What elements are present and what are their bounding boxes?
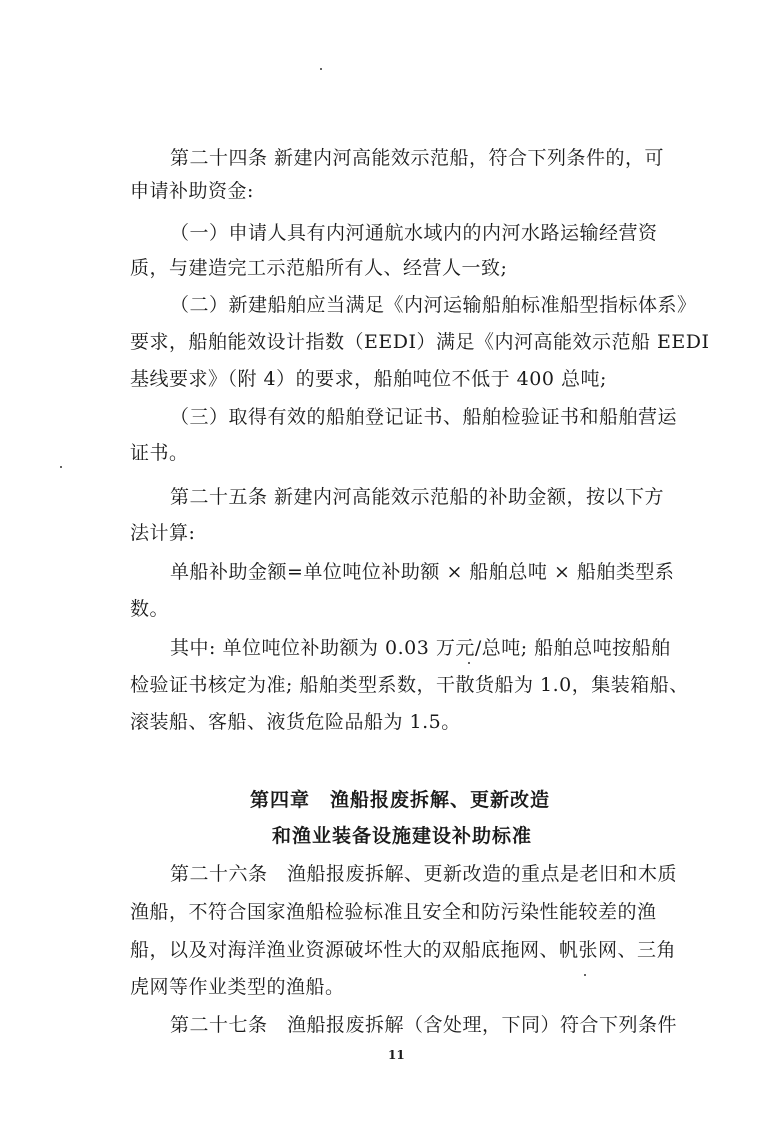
article25-formula-line2: 数。 (130, 598, 170, 620)
scan-speck (320, 68, 322, 70)
article24-item1-line1: （一）申请人具有内河通航水域内的内河水路运输经营资 (170, 222, 658, 244)
page-number: 11 (388, 1048, 405, 1062)
article24-item2-line2: 要求，船舶能效设计指数（EEDI）满足《内河高能效示范船 EEDI (130, 331, 710, 353)
article25-line1: 第二十五条 新建内河高能效示范船的补助金额，按以下方 (170, 486, 665, 508)
article24-item2-line1: （二）新建船舶应当满足《内河运输船舶标准船型指标体系》 (170, 294, 697, 316)
article24-item2-line3: 基线要求》（附 4）的要求，船舶吨位不低于 400 总吨; (130, 368, 607, 390)
article24-item1-line2: 质，与建造完工示范船所有人、经营人一致; (130, 257, 508, 279)
scan-speck (584, 974, 586, 976)
article27-line1: 第二十七条 渔船报废拆解（含处理，下同）符合下列条件 (170, 1014, 678, 1036)
article25-note-line3: 滚装船、客船、液货危险品船为 1.5。 (130, 711, 461, 733)
scan-speck (60, 466, 62, 468)
article24-line2: 申请补助资金: (130, 180, 254, 202)
article25-line2: 法计算: (130, 522, 196, 544)
article26-line1: 第二十六条 渔船报废拆解、更新改造的重点是老旧和木质 (170, 863, 678, 885)
article26-line4: 虎网等作业类型的渔船。 (130, 976, 345, 998)
article24-item3-line2: 证书。 (130, 442, 189, 464)
scan-speck (468, 662, 470, 664)
article26-line2: 渔船，不符合国家渔船检验标准且安全和防污染性能较差的渔 (130, 901, 657, 923)
article24-item3-line1: （三）取得有效的船舶登记证书、船舶检验证书和船舶营运 (170, 406, 678, 428)
chapter4-title-line1: 第四章 渔船报废拆解、更新改造 (250, 789, 551, 811)
article25-note-line1: 其中: 单位吨位补助额为 0.03 万元/总吨; 船舶总吨按船舶 (170, 637, 671, 659)
article26-line3: 船，以及对海洋渔业资源破坏性大的双船底拖网、帆张网、三角 (130, 939, 677, 961)
article25-note-line2: 检验证书核定为准; 船舶类型系数，干散货船为 1.0，集装箱船、 (130, 674, 689, 696)
article25-formula-line1: 单船补助金额=单位吨位补助额 × 船舶总吨 × 船舶类型系 (170, 561, 675, 583)
article24-line1: 第二十四条 新建内河高能效示范船，符合下列条件的，可 (170, 147, 665, 169)
chapter4-title-line2: 和渔业装备设施建设补助标准 (272, 825, 533, 847)
